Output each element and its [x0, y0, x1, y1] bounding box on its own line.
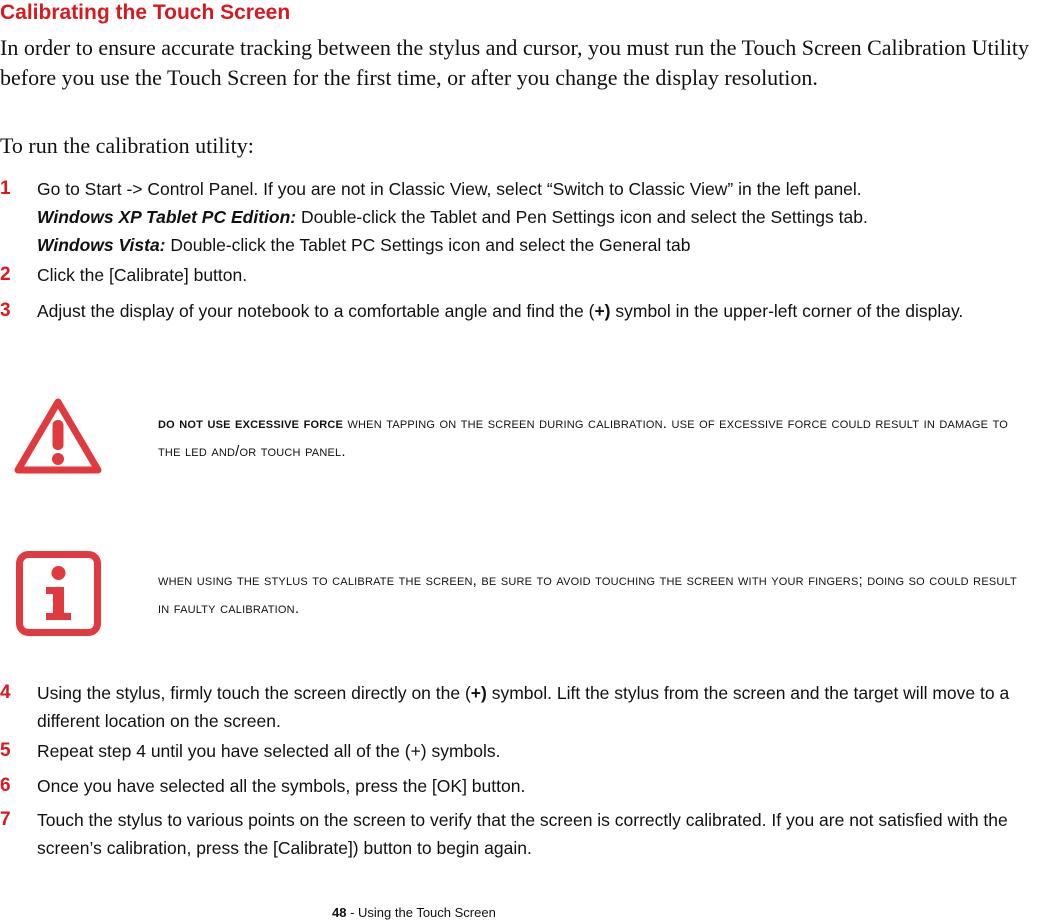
page-heading: Calibrating the Touch Screen [0, 1, 291, 24]
step-text: Once you have selected all the symbols, press the [OK] button. [37, 776, 526, 796]
plus-symbol: +) [470, 683, 487, 703]
step-text [37, 297, 1040, 325]
step-text-before: Adjust the display of your notebook to a comfortable angle and find the ( [37, 301, 595, 321]
warning-body: when tapping on the screen during calibration. use of excessive force could result in damage to the led and/or touch panel. [158, 415, 1009, 460]
step-xp-line [37, 203, 1040, 231]
xp-label: Windows XP Tablet PC Edition: [37, 207, 297, 227]
step-vista-line [37, 231, 1040, 259]
info-text: when using the stylus to calibrate the screen, be sure to avoid touching the screen with your fingers; doing so could result in faulty calibration. [158, 572, 1017, 617]
step-number: 1 [0, 178, 11, 199]
step-text: Go to Start -> Control Panel. If you are not in Classic View, select “Switch to Classic View” in the left panel. [37, 179, 862, 199]
vista-text: Double-click the Tablet PC Settings icon and select the General tab [165, 235, 691, 255]
vista-label: Windows Vista: [37, 235, 166, 255]
warning-text [158, 410, 1028, 466]
step-text-before: Using the stylus, firmly touch the screen directly on the ( [37, 683, 471, 703]
plus-symbol: +) [594, 301, 611, 321]
step-number: 7 [0, 809, 11, 830]
page-number: 48 [332, 905, 347, 920]
footer-title: - Using the Touch Screen [346, 905, 496, 920]
warning-icon [13, 396, 103, 476]
step-text [37, 679, 1040, 735]
step-text: Click the [Calibrate] button. [37, 265, 248, 285]
step-number: 3 [0, 300, 11, 321]
xp-text: Double-click the Tablet and Pen Settings icon and select the Settings tab. [296, 207, 868, 227]
step-number: 5 [0, 740, 11, 761]
intro-paragraph: In order to ensure accurate tracking between the stylus and cursor, you must run the Touch Screen Calibration Utility before you use the Touch Screen for the first time, or after you change the display resolution. [0, 35, 1030, 90]
step-text: Repeat step 4 until you have selected all of the (+) symbols. [37, 741, 501, 761]
step-text: Touch the stylus to various points on the screen to verify that the screen is correctly calibrated. If you are not satisfied with the screen’s calibration, press the [Calibrate]) button to begin again. [37, 810, 1008, 858]
warning-lead: do not use excessive force [158, 415, 344, 432]
step-number: 6 [0, 775, 11, 796]
step-number: 4 [0, 682, 11, 703]
step-text-after: symbol in the upper-left corner of the display. [610, 301, 964, 321]
step-number: 2 [0, 264, 11, 285]
step-text-after: symbol. Lift the stylus from the screen and the target will move to a different location on the screen. [37, 683, 1010, 731]
page-footer [332, 904, 496, 922]
lead-sentence: To run the calibration utility: [0, 133, 254, 158]
info-icon [16, 551, 101, 636]
